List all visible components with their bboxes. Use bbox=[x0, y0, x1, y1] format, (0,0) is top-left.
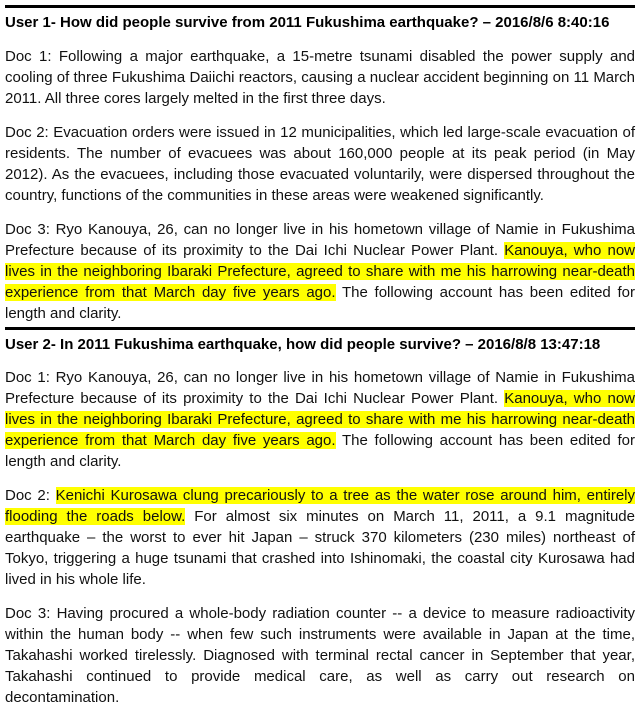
highlighted-passage: Kanouya, who now lives in the neighboring Ibaraki Prefecture, agreed to share with me his harrowing near-death experience from that March day five years ago. bbox=[5, 242, 635, 301]
doc-paragraph-u2-doc2 bbox=[5, 485, 635, 590]
doc-paragraph-u2-doc3 bbox=[5, 603, 635, 708]
section-divider-middle bbox=[5, 327, 635, 330]
section-divider-top bbox=[5, 5, 635, 8]
doc-paragraph-u2-doc1 bbox=[5, 367, 635, 472]
doc-text: Doc 3: Ryo Kanouya, 26, can no longer live in his hometown village of Namie in Fukushima Prefecture because of its proximity to the Dai Ichi Nuclear Power Plant. bbox=[5, 221, 635, 259]
doc-text: The following account has been edited for length and clarity. bbox=[5, 284, 635, 322]
doc-text: Doc 2: bbox=[5, 487, 56, 504]
query-header-user1: User 1- How did people survive from 2011 Fukushima earthquake? – 2016/8/6 8:40:16 bbox=[5, 13, 635, 33]
doc-text: Doc 1: Ryo Kanouya, 26, can no longer live in his hometown village of Namie in Fukushima Prefecture because of its proximity to the Dai Ichi Nuclear Power Plant. bbox=[5, 369, 635, 407]
query-section-user1 bbox=[5, 5, 635, 324]
doc-paragraph-u1-doc2 bbox=[5, 122, 635, 206]
query-header-user2: User 2- In 2011 Fukushima earthquake, how did people survive? – 2016/8/8 13:47:18 bbox=[5, 335, 635, 355]
doc-paragraph-u1-doc1 bbox=[5, 46, 635, 109]
doc-text: Doc 1: Following a major earthquake, a 15-metre tsunami disabled the power supply and cooling of three Fukushima Daiichi reactors, causing a nuclear accident beginning on 11 March 2011. All three cores largely melted in the first three days. bbox=[5, 48, 635, 107]
doc-text: For almost six minutes on March 11, 2011, a 9.1 magnitude earthquake – the worst to ever hit Japan – struck 370 kilometers (230 miles) northeast of Tokyo, triggering a huge tsunami that crashed into Ishinomaki, the coastal city Kurosawa had lived in his whole life. bbox=[5, 508, 635, 588]
doc-text: Doc 3: Having procured a whole-body radiation counter -- a device to measure radioactivity within the human body -- when few such instruments were available in Japan at the time, Takahashi worked tirelessly. Diagnosed with terminal rectal cancer in September that year, Takahashi continued to provide medical care, as well as carry out research on decontamination. bbox=[5, 605, 635, 706]
query-section-user2 bbox=[5, 327, 635, 708]
doc-paragraph-u1-doc3 bbox=[5, 219, 635, 324]
doc-text: Doc 2: Evacuation orders were issued in 12 municipalities, which led large-scale evacuation of residents. The number of evacuees was about 160,000 people at its peak period (in May 2012). As the evacuees, including those evacuated voluntarily, were dispersed throughout the country, functions of the communities in these areas were weakened significantly. bbox=[5, 124, 635, 204]
highlighted-passage: Kanouya, who now lives in the neighboring Ibaraki Prefecture, agreed to share with me his harrowing near-death experience from that March day five years ago. bbox=[5, 390, 635, 449]
doc-text: The following account has been edited for length and clarity. bbox=[5, 432, 635, 470]
highlighted-passage: Kenichi Kurosawa clung precariously to a tree as the water rose around him, entirely flooding the roads below. bbox=[5, 487, 635, 525]
